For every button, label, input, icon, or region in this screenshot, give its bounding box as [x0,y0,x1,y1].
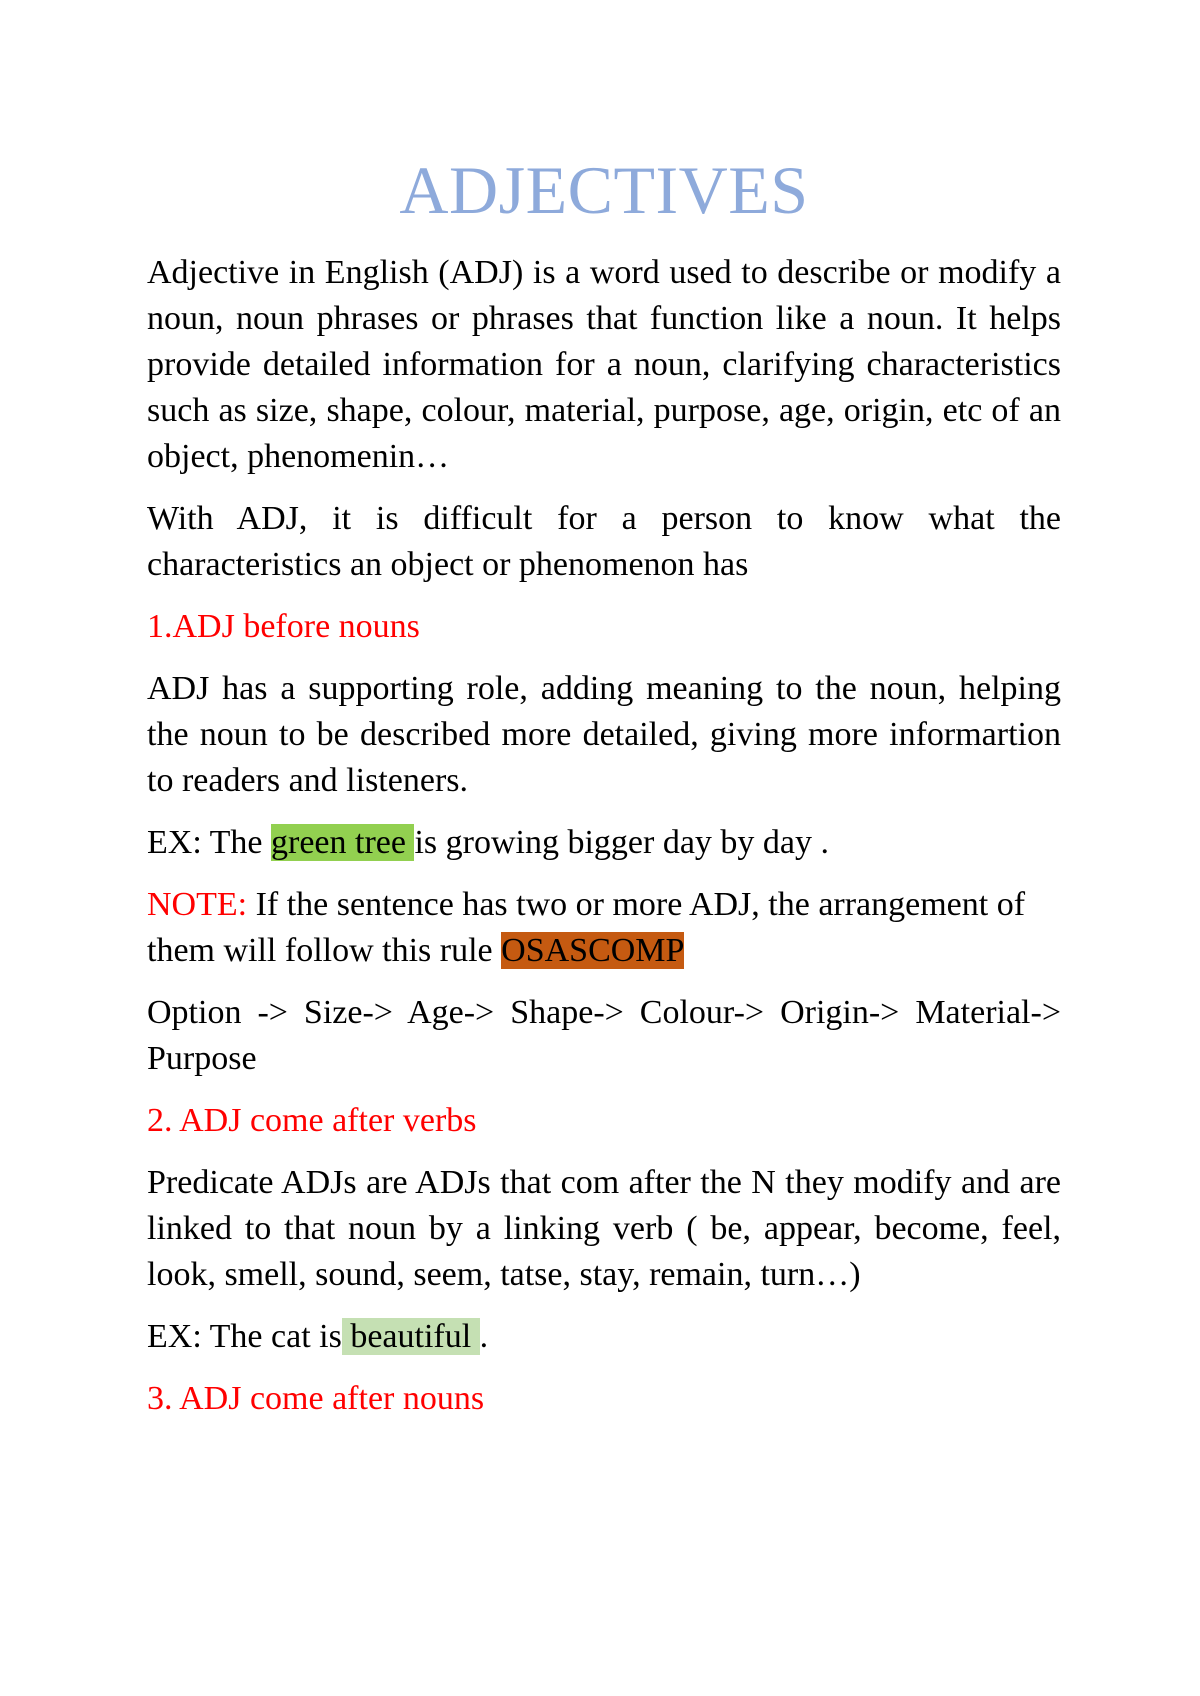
example-prefix: EX: The cat is [147,1318,342,1355]
section-1-body: ADJ has a supporting role, adding meaning to the noun, helping the noun to be described more detailed, giving more informartion to readers and listeners. [147,670,1061,799]
example-highlight: green tree [271,824,415,861]
adjective-order: Option -> Size-> Age-> Shape-> Colour-> Origin-> Material-> Purpose [147,994,1061,1077]
intro-paragraph: Adjective in English (ADJ) is a word used to describe or modify a noun, noun phrases or phrases that function like a noun. It helps provide detailed information for a noun, clarifying characteristics such as size, shape, colour, material, purpose, age, origin, etc of an object, phenomenin… [147,254,1061,475]
section-2-body: Predicate ADJs are ADJs that com after the N they modify and are linked to that noun by a linking verb ( be, appear, become, feel, look, smell, sound, seem, tatse, stay, remain, turn…) [147,1164,1061,1293]
example-suffix: . [479,1318,489,1355]
section-1-example [147,820,1061,866]
note-label: NOTE: [147,886,248,923]
note-text: If the sentence has two or more ADJ, the arrangement of them will follow this rule [147,886,1026,969]
example-suffix: is growing bigger day by day . [414,824,830,861]
section-heading-1: 1.ADJ before nouns [147,608,420,645]
example-highlight: beautiful [341,1318,480,1355]
note-highlight: OSASCOMP [501,932,685,969]
section-heading-3: 3. ADJ come after nouns [147,1380,485,1417]
document-page [147,150,1061,1438]
section-2-example [147,1314,1061,1360]
section-heading-2: 2. ADJ come after verbs [147,1102,477,1139]
document-title: ADJECTIVES [399,152,809,228]
intro-paragraph-2: With ADJ, it is difficult for a person to know what the characteristics an object or phenomenon has [147,500,1061,583]
example-prefix: EX: The [147,824,272,861]
section-1-note [147,882,1061,974]
